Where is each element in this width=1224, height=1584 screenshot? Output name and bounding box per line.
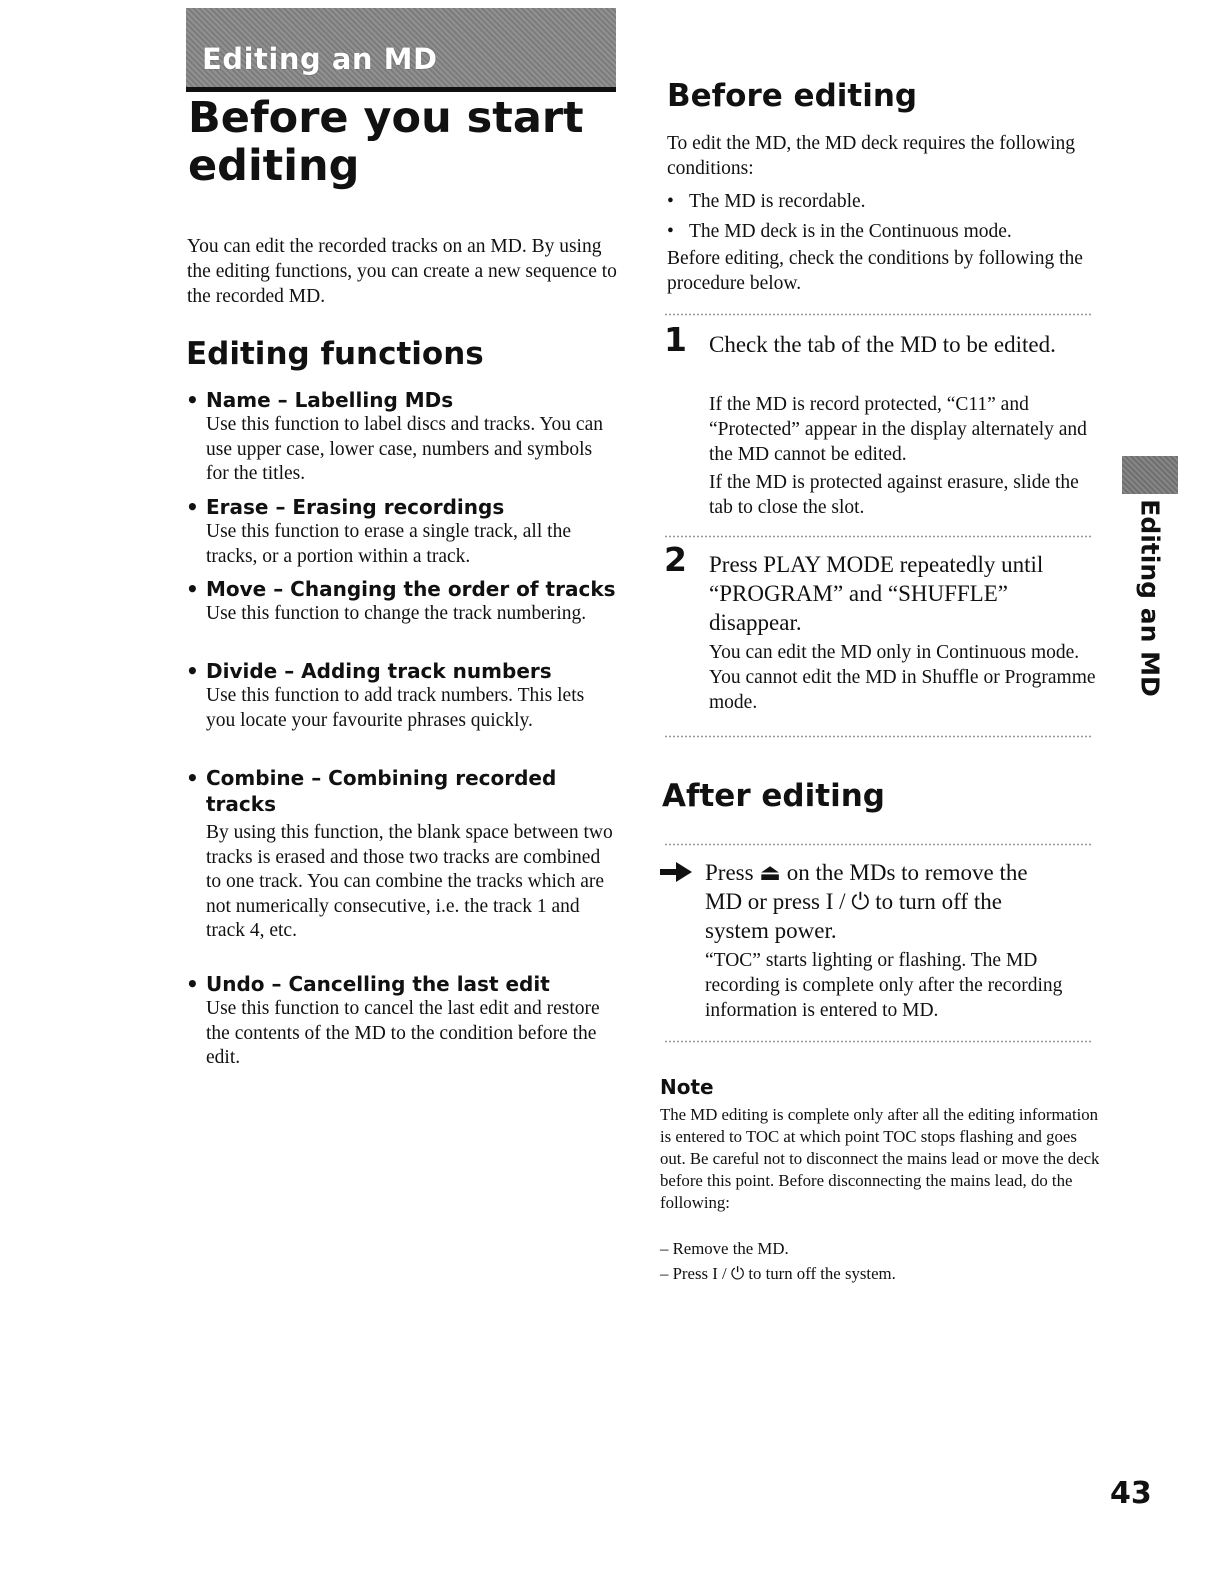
after-editing-instruction-line1: Press ⏏ on the MDs to remove the [705,860,1028,885]
bullet: • [186,577,199,601]
function-description: By using this function, the blank space between two tracks is erased and those two tracks are combined to one track. You can combine the tracks which are not numerically consecutive, i.e. the track 1 and track 4, etc. [206,822,613,942]
step-body: If the MD is record protected, “C11” and “Protected” appear in the display alternately and the MD cannot be edited. [709,394,1087,465]
divider [664,1040,1092,1043]
note-body: The MD editing is complete only after all the editing information is entered to TOC at which point TOC stops flashing and goes out. Be careful not to disconnect the mains lead or move the deck before this point. Before disconnecting the mains lead, do the following: [660,1105,1100,1212]
function-item-name [186,387,616,494]
bullet: • [186,388,199,412]
editing-functions-heading: Editing functions [186,336,484,372]
function-description: Use this function to add track numbers. This lets you locate your favourite phrases quickly. [206,685,585,731]
function-description: Use this function to cancel the last edit and restore the contents of the MD to the condition before the edit. [206,998,600,1069]
bullet: • [186,659,199,683]
conditions-list [667,187,1097,247]
section-banner-text: Editing an MD [202,42,438,76]
condition-item: • The MD is recordable. [667,187,1097,217]
note-line: – Press I / ⏻ to turn off the system. [660,1264,896,1283]
note-heading: Note [660,1075,714,1099]
after-editing-heading: After editing [662,778,885,814]
section-banner [186,8,616,92]
function-title: Divide – Adding track numbers [206,659,552,683]
arrow-right-icon [660,860,694,884]
step-number: 1 [664,320,687,359]
divider [664,535,1092,538]
before-editing-heading: Before editing [667,78,918,114]
function-description: Use this function to label discs and tracks. You can use upper case, lower case, numbers and symbols for the titles. [206,414,603,485]
after-editing-instruction-line3: system power. [705,918,837,943]
page-number: 43 [1110,1476,1152,1511]
page-title: Before you start editing [188,93,584,191]
function-title: Name – Labelling MDs [206,388,454,412]
editing-functions-list [186,387,616,1071]
function-title: Move – Changing the order of tracks [206,577,616,601]
step-title: Check the tab of the MD to be edited. [709,332,1056,357]
intro-paragraph: You can edit the recorded tracks on an MD. By using the editing functions, you can create a new sequence to the recorded MD. [187,236,617,307]
function-item-move [186,576,616,658]
function-item-combine [186,765,616,971]
function-title: Combine – Combining recorded tracks [206,766,557,816]
divider [664,735,1092,738]
condition-item: • The MD deck is in the Continuous mode. [667,217,1097,247]
divider [664,843,1092,846]
function-description: Use this function to change the track numbering. [206,603,587,624]
function-description: Use this function to erase a single track, all the tracks, or a portion within a track. [206,521,571,567]
step-number: 2 [664,540,687,579]
step-body: You can edit the MD only in Continuous mode. You cannot edit the MD in Shuffle or Programme mode. [709,642,1096,713]
step-body: If the MD is protected against erasure, slide the tab to close the slot. [709,472,1079,518]
step-title: Press PLAY MODE repeatedly until “PROGRAM” and “SHUFFLE” disappear. [709,552,1044,635]
function-item-erase [186,494,616,576]
before-editing-check: Before editing, check the conditions by following the procedure below. [667,248,1083,294]
bullet: • [186,766,199,790]
bullet: • [186,972,199,996]
side-tab-marker [1122,456,1178,494]
after-editing-instruction-line2: MD or press I / ⏻ to turn off the [705,889,1002,914]
note-line: – Remove the MD. [660,1239,789,1258]
function-item-undo [186,971,616,1071]
divider [664,313,1092,316]
after-editing-body: “TOC” starts lighting or flashing. The MD recording is complete only after the recording information is entered to MD. [705,950,1063,1021]
before-editing-intro: To edit the MD, the MD deck requires the following conditions: [667,133,1076,179]
function-title: Erase – Erasing recordings [206,495,505,519]
function-item-divide [186,658,616,765]
bullet: • [186,495,199,519]
side-tab-label: Editing an MD [1135,499,1165,697]
function-title: Undo – Cancelling the last edit [206,972,550,996]
